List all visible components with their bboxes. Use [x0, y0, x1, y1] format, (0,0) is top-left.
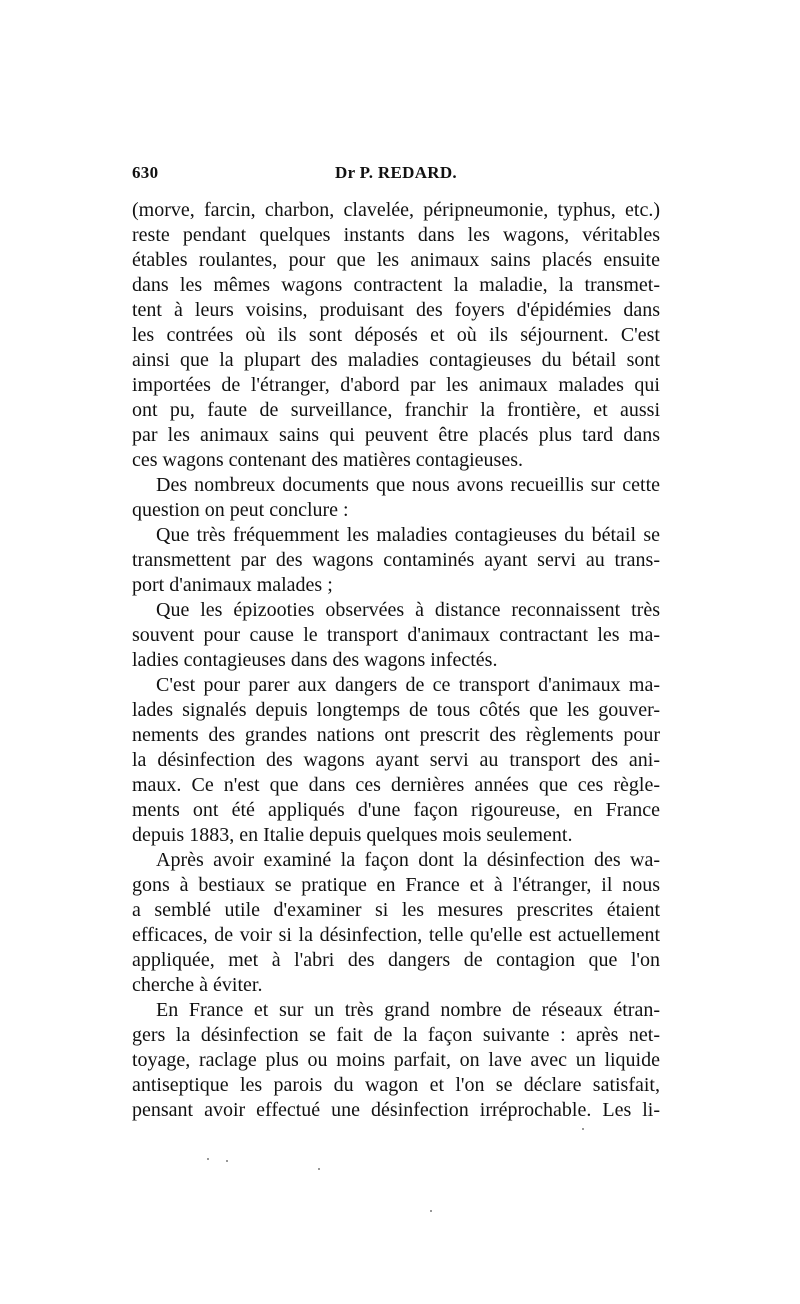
text-line: cherche à éviter.: [132, 974, 263, 996]
scan-speck: [430, 1210, 432, 1212]
text-line: maux. Ce n'est que dans ces dernières années que ces règle-: [132, 774, 660, 796]
text-line: ont pu, faute de surveillance, franchir la frontière, et aussi: [132, 399, 660, 421]
text-line: reste pendant quelques instants dans les wagons, véritables: [132, 224, 660, 246]
text-line: nements des grandes nations ont prescrit des règlements pour: [132, 724, 660, 746]
text-line: tent à leurs voisins, produisant des foyers d'épidémies dans: [132, 299, 660, 321]
page-header: [132, 163, 660, 187]
page-number: 630: [132, 163, 159, 182]
text-line: Des nombreux documents que nous avons recueillis sur cette: [156, 474, 660, 496]
text-line: En France et sur un très grand nombre de réseaux étran-: [156, 999, 660, 1021]
scan-speck: [318, 1168, 320, 1170]
text-line: Que les épizooties observées à distance reconnaissent très: [156, 599, 660, 621]
text-line: C'est pour parer aux dangers de ce transport d'animaux ma-: [156, 674, 660, 696]
text-line: dans les mêmes wagons contractent la maladie, la transmet-: [132, 274, 660, 296]
text-line: question on peut conclure :: [132, 499, 349, 521]
text-line: toyage, raclage plus ou moins parfait, on lave avec un liquide: [132, 1049, 660, 1071]
text-line: pensant avoir effectué une désinfection irréprochable. Les li-: [132, 1099, 660, 1121]
text-line: gers la désinfection se fait de la façon suivante : après net-: [132, 1024, 660, 1046]
text-line: ces wagons contenant des matières contagieuses.: [132, 449, 523, 471]
text-line: (morve, farcin, charbon, clavelée, péripneumonie, typhus, etc.): [132, 199, 660, 221]
text-line: port d'animaux malades ;: [132, 574, 333, 596]
text-line: gons à bestiaux se pratique en France et à l'étranger, il nous: [132, 874, 660, 896]
text-line: appliquée, met à l'abri des dangers de contagion que l'on: [132, 949, 660, 971]
text-line: a semblé utile d'examiner si les mesures prescrites étaient: [132, 899, 660, 921]
text-line: ments ont été appliqués d'une façon rigoureuse, en France: [132, 799, 660, 821]
text-line: ladies contagieuses dans des wagons infectés.: [132, 649, 498, 671]
text-line: lades signalés depuis longtemps de tous côtés que les gouver-: [132, 699, 660, 721]
text-line: les contrées où ils sont déposés et où ils séjournent. C'est: [132, 324, 660, 346]
scan-speck: [582, 1128, 584, 1130]
text-line: importées de l'étranger, d'abord par les animaux malades qui: [132, 374, 660, 396]
text-line: antiseptique les parois du wagon et l'on se déclare satisfait,: [132, 1074, 660, 1096]
text-line: la désinfection des wagons ayant servi au transport des ani-: [132, 749, 660, 771]
text-line: par les animaux sains qui peuvent être placés plus tard dans: [132, 424, 660, 446]
scan-speck: [226, 1160, 228, 1162]
text-line: efficaces, de voir si la désinfection, telle qu'elle est actuellement: [132, 924, 660, 946]
text-line: Après avoir examiné la façon dont la désinfection des wa-: [156, 849, 660, 871]
text-line: transmettent par des wagons contaminés ayant servi au trans-: [132, 549, 660, 571]
text-line: Que très fréquemment les maladies contagieuses du bétail se: [156, 524, 660, 546]
text-line: ainsi que la plupart des maladies contagieuses du bétail sont: [132, 349, 660, 371]
text-line: depuis 1883, en Italie depuis quelques mois seulement.: [132, 824, 573, 846]
scan-speck: [207, 1158, 209, 1160]
running-title: Dr P. REDARD.: [335, 163, 457, 182]
text-line: étables roulantes, pour que les animaux sains placés ensuite: [132, 249, 660, 271]
text-line: souvent pour cause le transport d'animaux contractant les ma-: [132, 624, 660, 646]
